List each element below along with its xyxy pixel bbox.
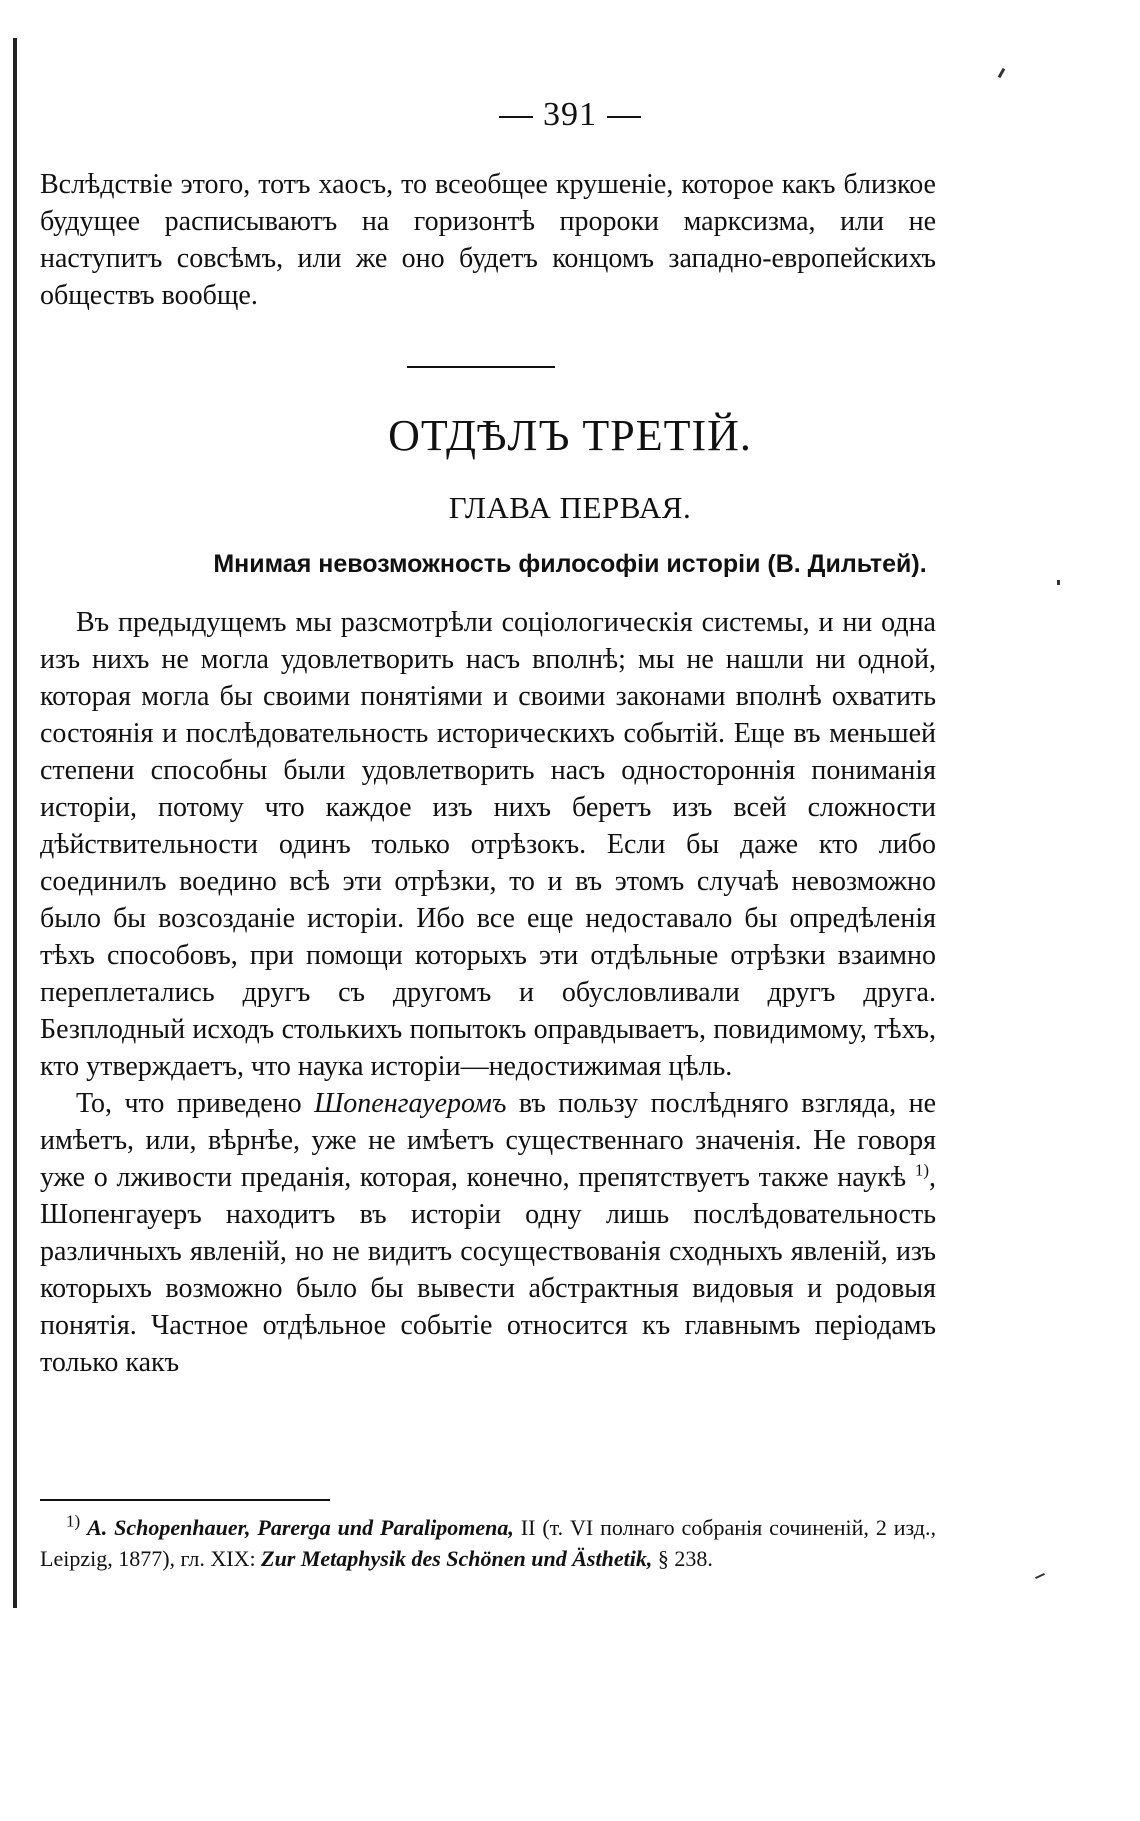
- chapter-subtitle: Мнимая невозможность философіи исторіи (В. Дильтей).: [213, 550, 927, 578]
- opening-paragraph: Вслѣдствіе этого, тотъ хаосъ, то всеобщее крушеніе, которое какъ близкое будущее расписываютъ на горизонтѣ пророки марксизма, или не наступитъ совсѣмъ, или же оно будетъ концомъ западно-европейскихъ обществъ вообще.: [40, 169, 936, 311]
- footnote-reference: 1): [914, 1160, 929, 1180]
- p2-text-middle: въ пользу послѣдняго взгляда, не имѣетъ, или, вѣрнѣе, уже не имѣетъ существеннаго значенія. Не говоря уже о лживости преданія, которая, конечно, препятствуетъ также наукѣ: [40, 1088, 936, 1193]
- footnote-work-title: Zur Metaphysik des Schönen und Ästhetik,: [261, 1546, 653, 1571]
- footnote-text-1: II (т. VI полнаго собранія сочиненій, 2 изд., Leipzig, 1877), гл. XIX:: [40, 1515, 936, 1571]
- p2-text-start: То, что приведено: [76, 1088, 315, 1119]
- footnote-author-title: A. Schopenhauer, Parerga und Paralipomena,: [87, 1515, 514, 1540]
- opening-paragraph-block: [40, 166, 936, 314]
- scan-speck: [998, 68, 1006, 78]
- footnote-text-2: § 238.: [652, 1546, 713, 1571]
- chapter-body: [40, 604, 936, 1381]
- footnote-divider: [40, 1499, 330, 1501]
- section-divider: [407, 366, 555, 368]
- body-paragraph-2: [40, 1085, 936, 1381]
- binding-edge-line: [13, 38, 17, 1608]
- body-paragraph-1: Въ предыдущемъ мы разсмотрѣли соціологическія системы, и ни одна изъ нихъ не могла удовлетворить насъ вполнѣ; мы не нашли ни одной, которая могла бы своими понятіями и своими законами вполнѣ охватить состоянія и послѣдовательность историческихъ событій. Еще въ меньшей степени способны были удовлетворить насъ одностороннія пониманія исторіи, потому что каждое изъ нихъ беретъ изъ всей сложности дѣйствительности одинъ только отрѣзокъ. Если бы даже кто либо соединилъ воедино всѣ эти отрѣзки, то и въ этомъ случаѣ невозможно было бы возсозданіе исторіи. Ибо все еще недоставало бы опредѣленія тѣхъ способовъ, при помощи которыхъ эти отдѣльные отрѣзки взаимно переплетались другъ съ другомъ и обусловливали другъ друга. Безплодный исходъ столькихъ попытокъ оправдываетъ, повидимому, тѣхъ, кто утверждаетъ, что наука исторіи—недостижимая цѣль.: [40, 607, 936, 1082]
- footnote: [40, 1512, 936, 1574]
- scan-speck: [1035, 1573, 1045, 1579]
- p2-text-end: , Шопенгауеръ находитъ въ исторіи одну лишь послѣдовательность различныхъ явленій, но не видитъ сосуществованія сходныхъ явленій, изъ которыхъ возможно было бы вывести абстрактныя видовыя и родовыя понятія. Частное отдѣльное событіе относится къ главнымъ періодамъ только какъ: [40, 1162, 936, 1378]
- footnote-marker: 1): [66, 1511, 81, 1531]
- author-name-schopenhauer: Шопенгауеромъ: [314, 1088, 507, 1119]
- page-number: 391: [0, 96, 1140, 134]
- scan-speck: [1057, 580, 1060, 585]
- section-title: ОТДѢЛЪ ТРЕТІЙ.: [388, 411, 752, 460]
- chapter-title: ГЛАВА ПЕРВАЯ.: [448, 490, 692, 525]
